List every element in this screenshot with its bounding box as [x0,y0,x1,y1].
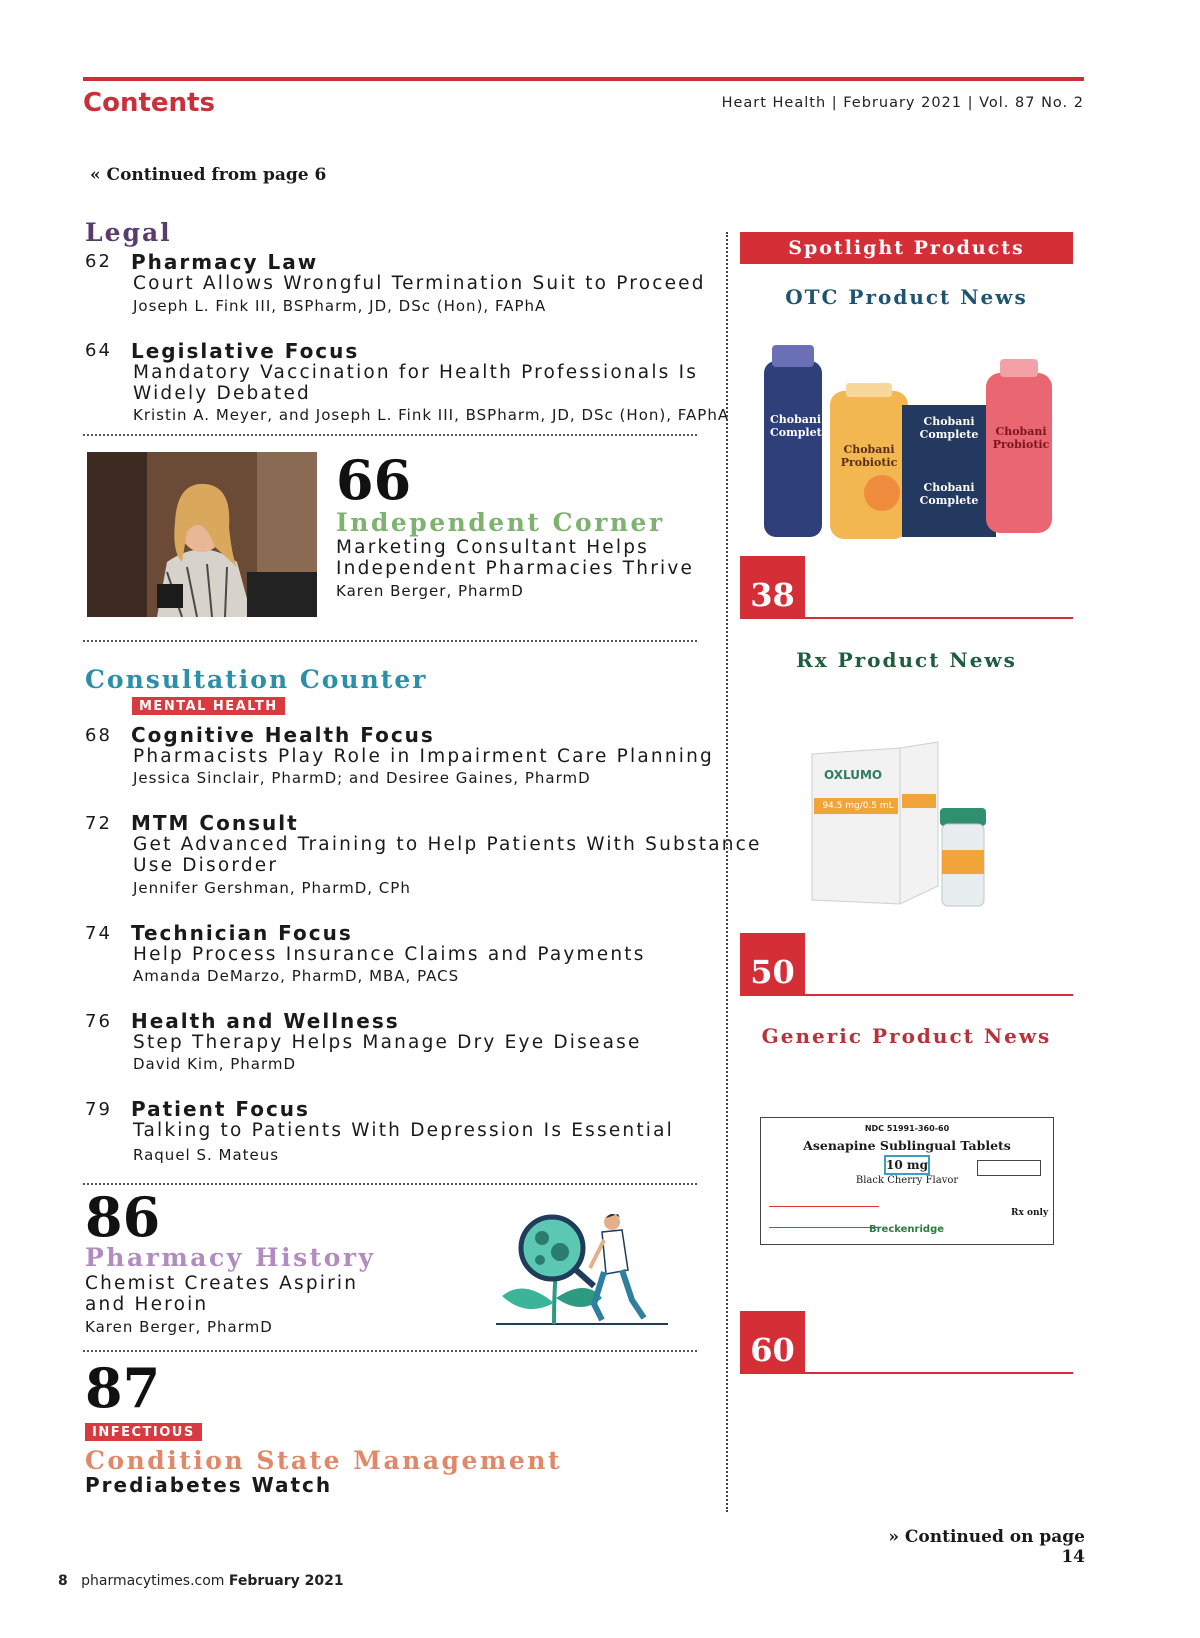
feature-page-number: 86 [85,1185,161,1249]
article-author: Raquel S. Mateus [133,1146,280,1164]
label-flavor: Black Cherry Flavor [855,1175,959,1186]
article-author: Jennifer Gershman, PharmD, CPh [133,879,411,897]
rx-product-image [808,738,998,913]
continued-from-link[interactable]: « Continued from page 6 [90,165,327,185]
article-subtitle-cont: Independent Pharmacies Thrive [336,558,695,579]
article-author: Amanda DeMarzo, PharmD, MBA, PACS [133,967,460,985]
section-condition-state-management[interactable]: Condition State Management [85,1446,562,1475]
page-footer [58,1573,344,1589]
section-pharmacy-history[interactable]: Pharmacy History [85,1243,376,1272]
product-label: Chobani Complete [919,481,979,507]
spotlight-products-banner: Spotlight Products [740,232,1073,264]
header-rule [83,77,1084,81]
product-label: Chobani Complete [919,415,979,441]
article-subtitle-cont: Use Disorder [133,855,279,876]
article-title[interactable]: Pharmacy Law [131,250,319,274]
badge-rule [740,994,1073,996]
article-subtitle: Help Process Insurance Claims and Payments [133,944,646,965]
product-label: Chobani Probiotic [840,443,898,469]
topic-tag: INFECTIOUS [85,1423,202,1441]
article-author: David Kim, PharmD [133,1055,297,1073]
article-title[interactable]: Technician Focus [131,921,353,945]
label-strength: 10 mg [884,1155,930,1175]
page-number-badge[interactable]: 38 [740,556,805,618]
article-title[interactable]: Patient Focus [131,1097,310,1121]
article-page-number: 74 [85,923,112,944]
article-subtitle: Court Allows Wrongful Termination Suit to Proceed [133,273,706,294]
page-number-badge[interactable]: 60 [740,1311,805,1373]
article-author: Karen Berger, PharmD [85,1318,273,1336]
product-label: Chobani Complete [770,413,829,439]
rx-product-news-heading[interactable]: Rx Product News [796,648,1017,672]
article-subtitle-cont: Widely Debated [133,383,312,404]
article-subtitle: Marketing Consultant Helps [336,537,650,558]
footer-page-number: 8 [58,1573,68,1589]
divider [83,1183,697,1185]
article-page-number: 68 [85,725,112,746]
article-author: Joseph L. Fink III, BSPharm, JD, DSc (Hon), FAPhA [133,297,547,315]
generic-product-label-image [760,1117,1054,1245]
label-ndc: NDC 51991-360-60 [864,1124,950,1133]
generic-product-news-heading[interactable]: Generic Product News [761,1024,1052,1048]
feature-page-number: 87 [85,1356,161,1420]
page-title: Contents [83,88,215,118]
divider [83,640,697,642]
section-independent-corner[interactable]: Independent Corner [336,508,665,537]
article-subtitle-cont: and Heroin [85,1294,209,1315]
article-page-number: 79 [85,1099,112,1120]
badge-rule [740,1372,1073,1374]
label-rx-only: Rx only [1011,1208,1049,1218]
product-label: Chobani Probiotic [992,425,1050,451]
badge-rule [740,617,1073,619]
article-title[interactable]: Health and Wellness [131,1009,400,1033]
footer-date: February 2021 [228,1573,344,1589]
author-photo [87,452,317,617]
column-divider [726,232,728,1512]
topic-tag: MENTAL HEALTH [132,697,285,715]
label-drug-name: Asenapine Sublingual Tablets [803,1138,1011,1153]
article-author: Karen Berger, PharmD [336,582,524,600]
article-title[interactable]: Cognitive Health Focus [131,723,435,747]
otc-product-news-heading[interactable]: OTC Product News [785,285,1028,309]
divider [83,1350,697,1352]
label-manufacturer: Breckenridge [869,1224,945,1235]
feature-page-number: 66 [336,448,412,512]
article-page-number: 62 [85,251,112,272]
article-author: Kristin A. Meyer, and Joseph L. Fink III, BSPharm, JD, DSc (Hon), FAPhA [133,406,730,424]
article-subtitle: Step Therapy Helps Manage Dry Eye Disease [133,1032,642,1053]
label-instructions-box [977,1160,1041,1176]
article-subtitle: Talking to Patients With Depression Is Essential [133,1120,675,1141]
label-warning-lines [769,1206,879,1228]
article-subtitle: Pharmacists Play Role in Impairment Care Planning [133,746,714,767]
article-page-number: 76 [85,1011,112,1032]
continued-on-link[interactable]: » Continued on page 14 [888,1527,1085,1567]
article-title[interactable]: Legislative Focus [131,339,360,363]
page-number-badge[interactable]: 50 [740,933,805,995]
scientist-magnifier-illustration [494,1208,670,1326]
otc-product-image [760,343,1060,543]
rx-dose-label: 94.5 mg/0.5 mL [822,801,894,811]
article-subtitle: Chemist Creates Aspirin [85,1273,359,1294]
issue-info: Heart Health | February 2021 | Vol. 87 No. 2 [721,95,1084,111]
article-title[interactable]: MTM Consult [131,811,299,835]
article-page-number: 64 [85,340,112,361]
article-author: Jessica Sinclair, PharmD; and Desiree Gaines, PharmD [133,769,591,787]
article-subtitle: Get Advanced Training to Help Patients With Substance [133,834,762,855]
rx-brand-label: OXLUMO [824,768,883,782]
article-subtitle: Mandatory Vaccination for Health Professionals Is [133,362,699,383]
section-legal: Legal [85,218,172,247]
divider [83,434,697,436]
footer-site[interactable]: pharmacytimes.com [81,1573,225,1589]
article-page-number: 72 [85,813,112,834]
section-consultation-counter: Consultation Counter [85,665,428,694]
article-title[interactable]: Prediabetes Watch [85,1473,333,1497]
